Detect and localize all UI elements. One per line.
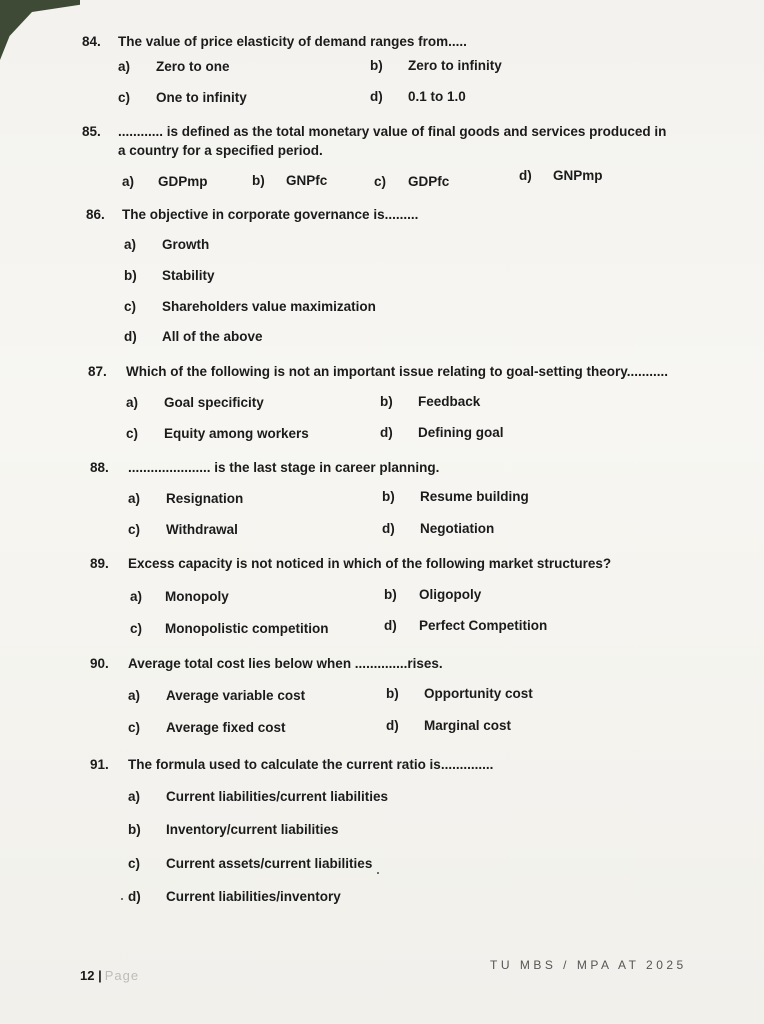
option-a: a) Growth — [124, 237, 210, 252]
question-88 — [82, 458, 724, 477]
option-c: c) Shareholders value maximization — [124, 299, 376, 314]
option-d: d) 0.1 to 1.0 — [370, 89, 466, 104]
question-87 — [82, 362, 724, 381]
stray-mark — [377, 872, 379, 874]
question-number: 90. — [90, 656, 109, 671]
question-number: 89. — [90, 556, 109, 571]
question-90 — [82, 654, 724, 673]
stray-mark — [121, 898, 123, 900]
option-a: a) Zero to one — [118, 59, 230, 74]
question-number: 87. — [88, 364, 107, 379]
page-number: 12 | Page — [80, 968, 140, 983]
option-a: a) Resignation — [128, 491, 244, 506]
question-91 — [82, 755, 724, 774]
option-d: d) GNPmp — [519, 168, 603, 183]
option-d: d) Current liabilities/inventory — [128, 889, 341, 904]
option-b: b) Zero to infinity — [370, 58, 502, 73]
option-b: b) Stability — [124, 268, 215, 283]
question-text: Which of the following is not an important issue relating to goal-setting theory........... — [126, 364, 669, 379]
option-b: b) Opportunity cost — [386, 686, 533, 701]
option-d: d) Perfect Competition — [384, 618, 548, 633]
question-86 — [82, 205, 724, 224]
option-c: c) GDPfc — [374, 174, 450, 189]
question-number: 88. — [90, 460, 109, 475]
option-d: d) Negotiation — [382, 521, 495, 536]
question-text: ............ is defined as the total monetary value of final goods and services produced in a country for a specified period. — [118, 124, 667, 158]
option-c: c) One to infinity — [118, 90, 247, 105]
option-a: a) Current liabilities/current liabilities — [128, 789, 389, 804]
question-text: Excess capacity is not noticed in which of the following market structures? — [128, 556, 612, 571]
option-b: b) Inventory/current liabilities — [128, 822, 339, 837]
option-c: c) Average fixed cost — [128, 720, 286, 735]
exam-title-footer: TU MBS / MPA AT 2025 — [490, 958, 687, 972]
option-b: b) Oligopoly — [384, 587, 482, 602]
question-text: ...................... is the last stage in career planning. — [128, 460, 440, 475]
option-a: a) Average variable cost — [128, 688, 306, 703]
option-b: b) GNPfc — [252, 173, 328, 188]
option-a: a) GDPmp — [122, 174, 208, 189]
question-84 — [82, 32, 724, 51]
question-text: The objective in corporate governance is......... — [122, 207, 419, 222]
page-word: Page — [104, 968, 140, 983]
option-c: c) Monopolistic competition — [130, 621, 329, 636]
option-a: a) Monopoly — [130, 589, 229, 604]
question-89 — [82, 554, 724, 573]
question-text: Average total cost lies below when ..............rises. — [128, 656, 443, 671]
option-c: c) Withdrawal — [128, 522, 238, 537]
question-text: The formula used to calculate the current ratio is.............. — [128, 757, 494, 772]
question-number: 86. — [86, 207, 105, 222]
question-number: 84. — [82, 34, 101, 49]
question-number: 85. — [82, 124, 101, 139]
question-number: 91. — [90, 757, 109, 772]
option-c: c) Current assets/current liabilities — [128, 856, 373, 871]
option-a: a) Goal specificity — [126, 395, 264, 410]
option-d: d) Marginal cost — [386, 718, 512, 733]
option-b: b) Feedback — [380, 394, 481, 409]
option-b: b) Resume building — [382, 489, 529, 504]
page-corner-shadow — [0, 0, 80, 60]
question-85 — [82, 122, 674, 160]
option-d: d) Defining goal — [380, 425, 504, 440]
option-c: c) Equity among workers — [126, 426, 309, 441]
option-d: d) All of the above — [124, 329, 263, 344]
question-text: The value of price elasticity of demand ranges from..... — [118, 34, 467, 49]
